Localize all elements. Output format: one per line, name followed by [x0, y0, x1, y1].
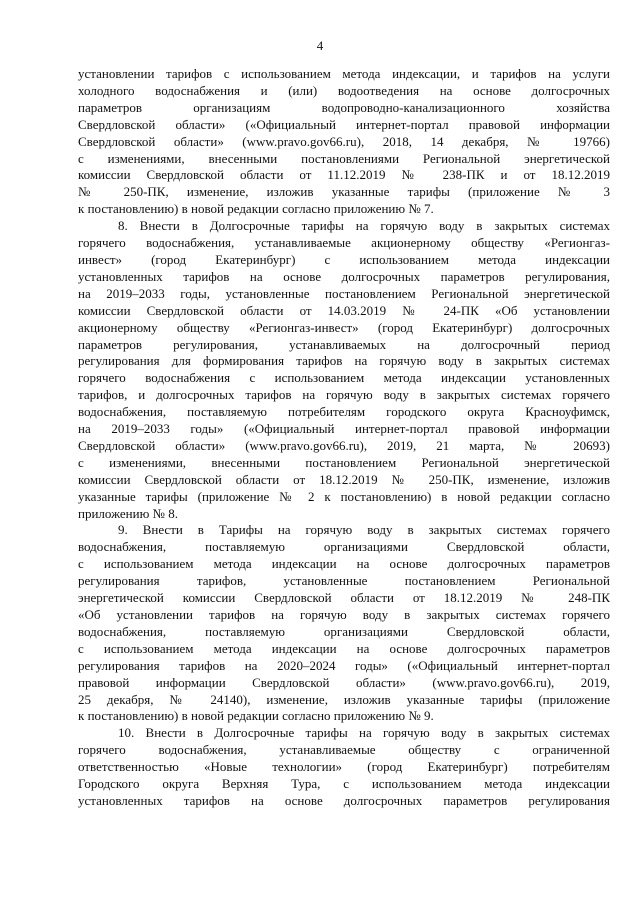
text-line: горячего водоснабжения с использованием метода индексации установленных — [78, 370, 610, 386]
paragraph-item-9 — [78, 522, 610, 725]
text-line: 10. Внести в Долгосрочные тарифы на горячую воду в закрытых системах — [118, 725, 610, 741]
text-line: параметров организациям водопроводно-канализационного хозяйства — [78, 99, 610, 115]
text-line: Свердловской области» («Официальный интернет-портал правовой информации — [78, 116, 610, 132]
text-line: на 2019–2033 годы» («Официальный интернет-портал правовой информации — [78, 421, 610, 437]
text-line: акционерному обществу «Регионгаз-инвест» (город Екатеринбург) долгосрочных — [78, 319, 610, 335]
text-line: 25 декабря, № 24140), изменение, изложив указанные тарифы (приложение — [78, 691, 610, 707]
text-line: Городского округа Верхняя Тура, с использованием метода индексации — [78, 776, 610, 792]
document-body — [78, 66, 610, 810]
text-line: горячего водоснабжения, устанавливаемые обществу с ограниченной — [78, 742, 610, 758]
text-line: правовой информации Свердловской области» (www.pravo.gov66.ru), 2019, — [78, 674, 610, 690]
text-line: на 2019–2033 годы, установленные постановлением Региональной энергетической — [78, 285, 610, 301]
text-line: с использованием метода индексации на основе долгосрочных параметров — [78, 640, 610, 656]
text-line: 8. Внести в Долгосрочные тарифы на горячую воду в закрытых системах — [118, 218, 610, 234]
text-line: горячего водоснабжения, устанавливаемые акционерному обществу «Регионгаз- — [78, 235, 610, 251]
text-line: комиссии Свердловской области от 11.12.2019 № 238-ПК и от 18.12.2019 — [78, 167, 610, 183]
text-line: Свердловской области» (www.pravo.gov66.ru), 2018, 14 декабря, № 19766) — [78, 133, 610, 149]
text-line: № 250-ПК, изменение, изложив указанные тарифы (приложение № 3 — [78, 184, 610, 200]
text-line: ответственностью «Новые технологии» (город Екатеринбург) потребителям — [78, 759, 610, 775]
text-line: водоснабжения, поставляемую организациями Свердловской области, — [78, 539, 610, 555]
text-line: 9. Внести в Тарифы на горячую воду в закрытых системах горячего — [118, 522, 610, 538]
text-line: комиссии Свердловской области от 14.03.2019 № 24-ПК «Об установлении — [78, 302, 610, 318]
text-line: с изменениями, внесенными постановлением Региональной энергетической — [78, 454, 610, 470]
text-line: комиссии Свердловской области от 18.12.2019 № 250-ПК, изменение, изложив — [78, 471, 610, 487]
text-line: установлении тарифов с использованием метода индексации, и тарифов на услуги — [78, 66, 610, 81]
text-line: параметров регулирования, устанавливаемых на долгосрочный период — [78, 336, 610, 352]
text-line: водоснабжения, поставляемую организациями Свердловской области, — [78, 623, 610, 639]
text-line: к постановлению) в новой редакции согласно приложению № 7. — [78, 201, 434, 217]
text-line: энергетической комиссии Свердловской области от 18.12.2019 № 248-ПК — [78, 590, 610, 606]
text-line: к постановлению) в новой редакции согласно приложению № 9. — [78, 708, 434, 724]
paragraph-item-8 — [78, 218, 610, 522]
text-line: «Об установлении тарифов на горячую воду в закрытых системах горячего — [78, 607, 610, 622]
paragraph-item-10 — [78, 725, 610, 810]
text-line: указанные тарифы (приложение № 2 к постановлению) в новой редакции согласно — [78, 488, 610, 504]
text-line: регулирования тарифов на 2020–2024 годы» («Официальный интернет-портал — [78, 657, 610, 673]
text-line: водоснабжения, поставляемую потребителям городского округа Красноуфимск, — [78, 404, 610, 420]
text-line: приложению № 8. — [78, 505, 178, 521]
text-line: с использованием метода индексации на основе долгосрочных параметров — [78, 556, 610, 572]
text-line: установленных тарифов на основе долгосрочных параметров регулирования — [78, 792, 610, 808]
text-line: Свердловской области» (www.pravo.gov66.ru), 2019, 21 марта, № 20693) — [78, 437, 610, 453]
paragraph-continuation — [78, 66, 610, 218]
text-line: регулирования тарифов, установленные постановлением Региональной — [78, 573, 610, 589]
text-line: инвест» (город Екатеринбург) с использованием метода индексации — [78, 251, 610, 267]
text-line: с изменениями, внесенными постановлениями Региональной энергетической — [78, 150, 610, 166]
text-line: установленных тарифов на основе долгосрочных параметров регулирования, — [78, 268, 610, 284]
text-line: регулирования для формирования тарифов на горячую воду в закрытых системах — [78, 353, 610, 369]
text-line: тарифов, и долгосрочных тарифов на горячую воду в закрытых системах горячего — [78, 387, 610, 403]
text-line: холодного водоснабжения и (или) водоотведения на основе долгосрочных — [78, 82, 610, 98]
page-number: 4 — [316, 38, 324, 53]
